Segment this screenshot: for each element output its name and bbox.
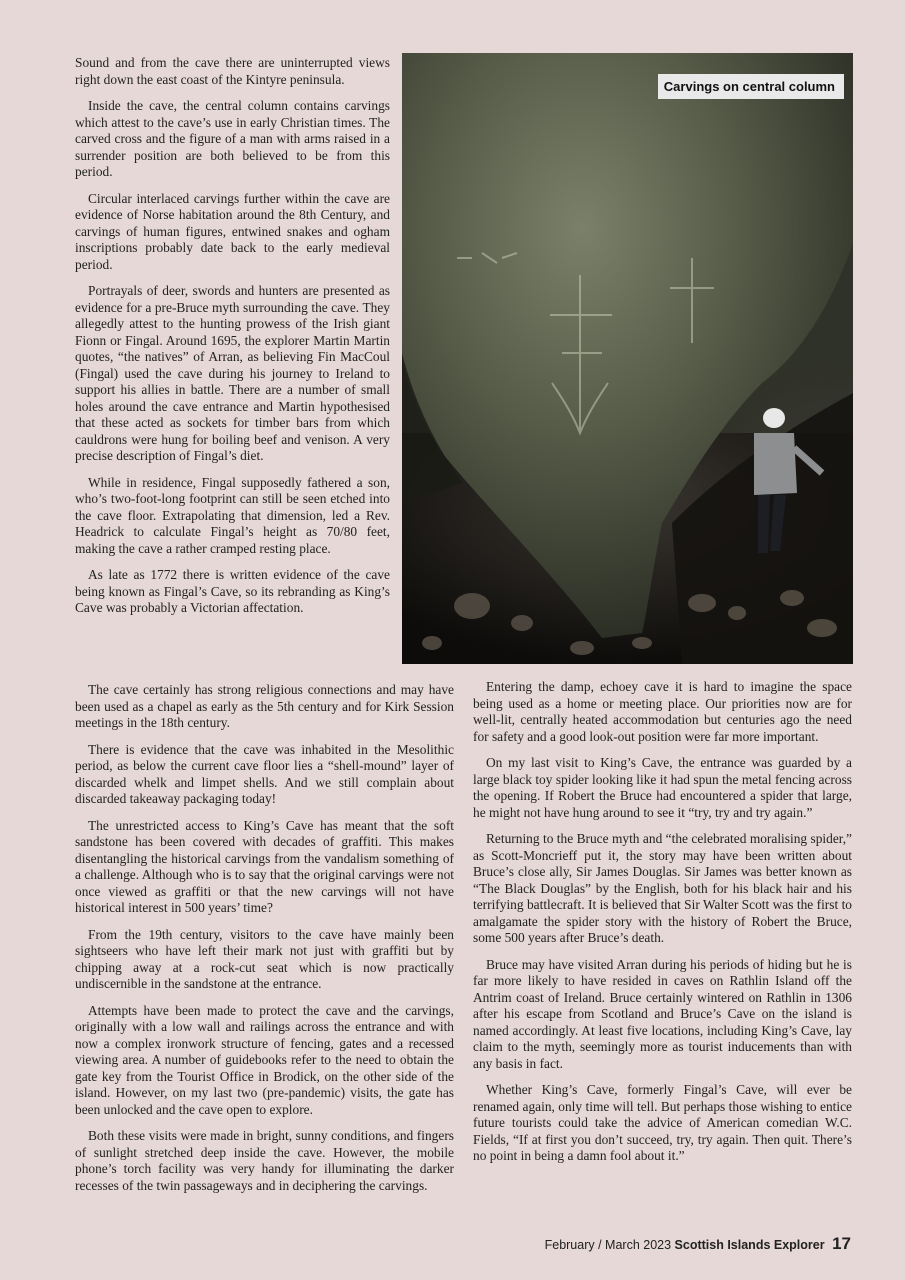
paragraph: Sound and from the cave there are uninterrupted views right down the east coast of the Kintyre peninsula.	[75, 55, 390, 87]
paragraph: Whether King’s Cave, formerly Fingal’s Cave, will ever be renamed again, only time will tell. But perhaps those wishing to entice future tourists could take the advice of American comedian W.C. Fields, “If at first you don’t succeed, try, try again. Then quit. There’s no point in being a damn fool about it.”	[473, 1082, 852, 1163]
issue-date: February / March 2023	[544, 1238, 672, 1252]
paragraph: Circular interlaced carvings further within the cave are evidence of Norse habitation around the 8th Century, and carvings of human figures, entwined snakes and ogham inscriptions probably date back to the early medieval period.	[75, 190, 390, 272]
paragraph: The unrestricted access to King’s Cave has meant that the soft sandstone has been covered with decades of graffiti. This makes disentangling the historical carvings from the vandalism something of a challenge. Although who is to say that the original carvings were not once viewed as graffiti or that the new carvings will not have historical interest in 500 years’ time?	[75, 817, 454, 915]
paragraph: The cave certainly has strong religious connections and may have been used as a chapel as early as the 5th century and for Kirk Session meetings in the 18th century.	[75, 682, 454, 730]
cave-photo-illustration	[402, 53, 853, 664]
article-column-left-bottom	[75, 682, 454, 1204]
photo-caption: Carvings on central column	[658, 74, 844, 99]
page-footer	[545, 1234, 851, 1254]
page-number: 17	[832, 1234, 851, 1253]
paragraph: Attempts have been made to protect the cave and the carvings, originally with a low wall and railings across the entrance and with now a complex ironwork structure of fencing, gates and a recessed viewing area. A number of guidebooks refer to the need to obtain the gate key from the Tourist Office in Brodick, on the other side of the island. However, on my last two (pre-pandemic) visits, the gate has been unlocked and the cave open to explore.	[75, 1002, 454, 1117]
cave-photo	[402, 53, 853, 664]
article-column-left-top	[75, 55, 390, 627]
paragraph: Inside the cave, the central column contains carvings which attest to the cave’s use in early Christian times. The carved cross and the figure of a man with arms raised in a surrender position are both believed to be from this period.	[75, 98, 390, 179]
paragraph: Returning to the Bruce myth and “the celebrated moralising spider,” as Scott-Moncrieff put it, the story may have been written about Bruce’s close ally, Sir James Douglas. Sir James was better known as “The Black Douglas” by the English, both for his black hair and his terrifying battlecraft. It is believed that Sir Walter Scott was the first to amalgamate the spider story with the history of Robert the Bruce, some 500 years after Bruce’s death.	[473, 831, 852, 945]
paragraph: On my last visit to King’s Cave, the entrance was guarded by a large black toy spider looking like it had spun the metal fencing across the opening. If Robert the Bruce had encountered a spider that large, he might not have hung around to see it “try, try and try again.”	[473, 755, 852, 820]
paragraph: Portrayals of deer, swords and hunters are presented as evidence for a pre-Bruce myth surrounding the cave. They allegedly attest to the hunting prowess of the Irish giant Fionn or Fingal. Around 1695, the explorer Martin Martin quotes, “the natives” of Arran, as believing Fin MacCoul (Fingal) used the cave during his journey to Ireland to support his allies in battle. There are a number of small holes around the cave entrance and Martin hypothesised that these acted as sockets for timber bars from which cauldrons were hung for boiling beef and venison. A very precise description of Fingal’s diet.	[75, 283, 390, 463]
paragraph: Both these visits were made in bright, sunny conditions, and fingers of sunlight stretched deep inside the cave. However, the mobile phone’s torch facility was very handy for illuminating the darker recesses of the twin passageways and in deciphering the carvings.	[75, 1128, 454, 1193]
paragraph: While in residence, Fingal supposedly fathered a son, who’s two-foot-long footprint can still be seen etched into the cave floor. Extrapolating that dimension, led a Rev. Headrick to calculate Fingal’s height as 70/80 feet, making the cave a rather cramped resting place.	[75, 474, 390, 556]
paragraph: Bruce may have visited Arran during his periods of hiding but he is far more likely to have resided in caves on Rathlin Island off the Antrim coast of Ireland. Bruce certainly wintered on Rathlin in 1306 after his escape from Scotland and Bruce’s Cave on the island is named accordingly. At least five locations, including King’s Cave, lay claim to the myth, seemingly more as tourist inducements than with any basis in fact.	[473, 956, 852, 1071]
paragraph: There is evidence that the cave was inhabited in the Mesolithic period, as below the current cave floor lies a “shell-mound” layer of discarded whelk and limpet shells. And we still complain about discarded takeaway packaging today!	[75, 741, 454, 806]
paragraph: As late as 1772 there is written evidence of the cave being known as Fingal’s Cave, so its rebranding as King’s Cave was probably a Victorian affectation.	[75, 567, 390, 615]
paragraph: From the 19th century, visitors to the cave have mainly been sightseers who have left their mark not just with graffiti but by chipping away at a rock-cut seat which is now practically undiscernible in the sandstone at the entrance.	[75, 926, 454, 991]
article-column-right	[473, 679, 852, 1175]
paragraph: Entering the damp, echoey cave it is hard to imagine the space being used as a home or meeting place. Our priorities now are for well-lit, centrally heated accommodation but centuries ago the need for safety and a good look-out position were far more important.	[473, 679, 852, 744]
magazine-title: Scottish Islands Explorer	[674, 1238, 825, 1252]
